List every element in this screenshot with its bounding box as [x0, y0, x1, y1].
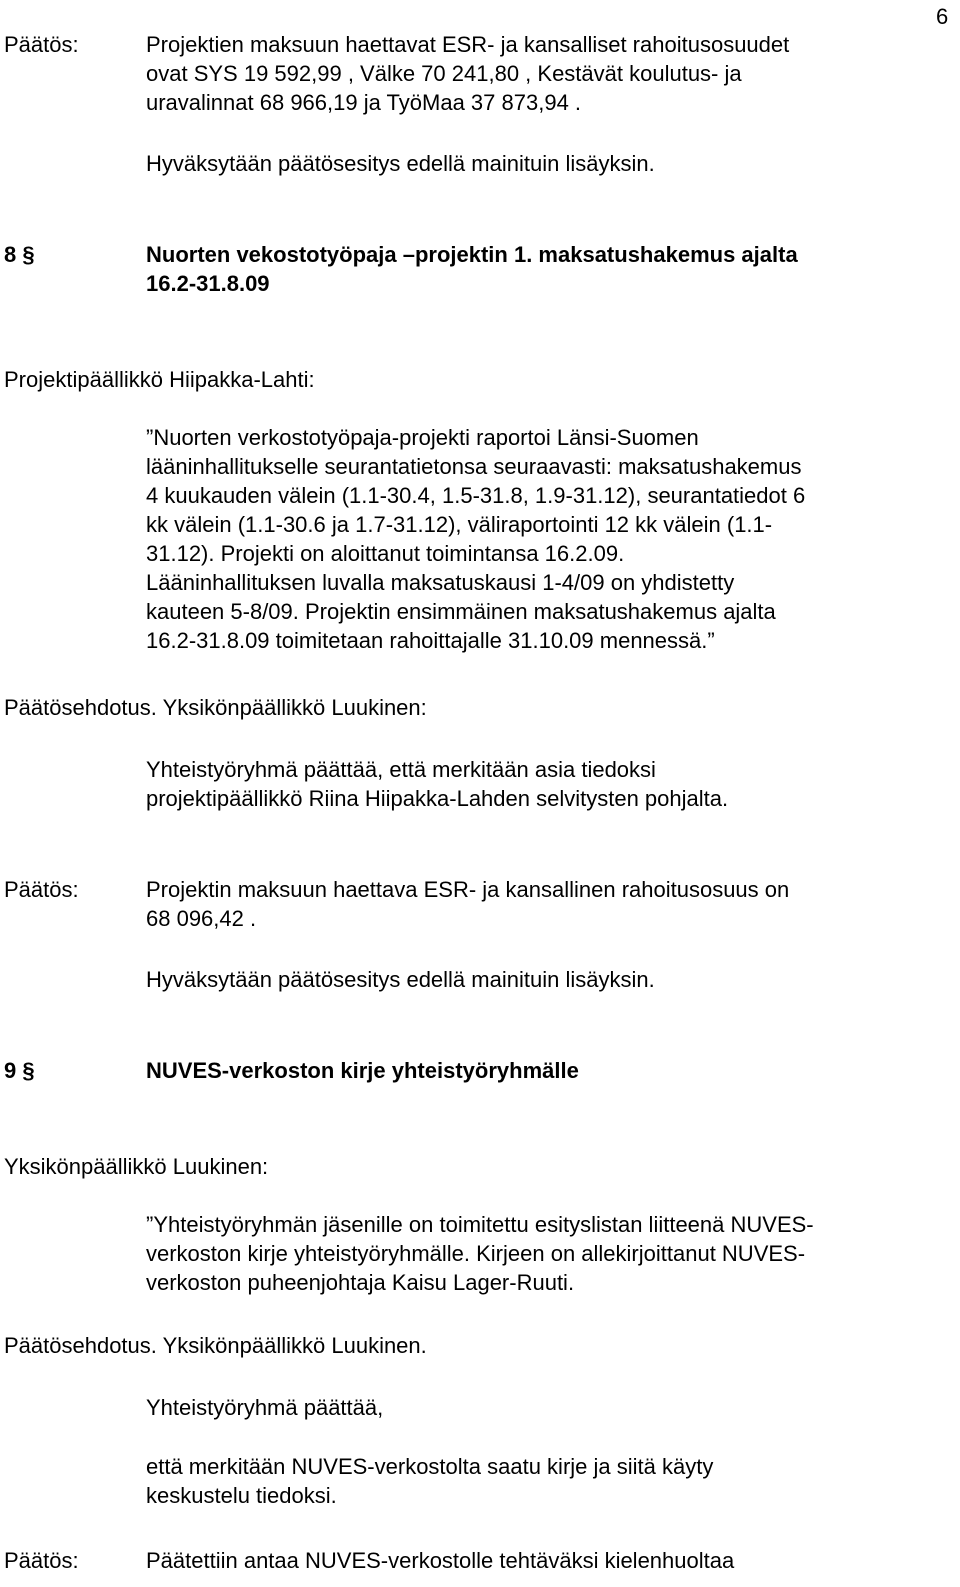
page-number: 6 — [936, 4, 949, 29]
decision-line: Projektin maksuun haettava ESR- ja kansallinen rahoitusosuus on — [146, 877, 790, 902]
quote-line: Lääninhallituksen luvalla maksatuskausi 1-4/09 on yhdistetty — [146, 570, 735, 595]
section-sign-icon: § — [22, 242, 35, 267]
quote-line: 16.2-31.8.09 toimitetaan rahoittajalle 31.10.09 mennessä.” — [146, 628, 715, 653]
decision-line: ovat SYS 19 592,99 , Välke 70 241,80 , Kestävät koulutus- ja — [146, 61, 742, 86]
proposal-line: että merkitään NUVES-verkostolta saatu kirje ja siitä käyty — [146, 1454, 714, 1479]
section-title: Nuorten vekostotyöpaja –projektin 1. maksatushakemus ajalta — [146, 242, 798, 267]
quote-line: kk välein (1.1-30.6 ja 1.7-31.12), väliraportointi 12 kk välein (1.1- — [146, 512, 773, 537]
quote-line: verkoston puheenjohtaja Kaisu Lager-Ruuti. — [146, 1270, 575, 1295]
section-number — [4, 1056, 35, 1085]
proposal-line: Yhteistyöryhmä päättää, — [146, 1395, 384, 1420]
decision-line: 68 096,42 . — [146, 906, 257, 931]
proposal-line: Yhteistyöryhmä päättää, että merkitään asia tiedoksi — [146, 757, 656, 782]
section-number — [4, 240, 35, 269]
decision-label: Päätös: — [4, 32, 79, 57]
decision-line: Päätettiin antaa NUVES-verkostolle tehtäväksi kielenhuoltaa — [146, 1548, 735, 1573]
proposal-line: projektipäällikkö Riina Hiipakka-Lahden selvitysten pohjalta. — [146, 786, 729, 811]
section-title: NUVES-verkoston kirje yhteistyöryhmälle — [146, 1058, 579, 1083]
speaker-label: Projektipäällikkö Hiipakka-Lahti: — [4, 367, 315, 392]
section-number-value: 8 — [4, 242, 17, 267]
decision-line: uravalinnat 68 966,19 ja TyöMaa 37 873,94 . — [146, 90, 582, 115]
quote-line: ”Yhteistyöryhmän jäsenille on toimitettu esityslistan liitteenä NUVES- — [146, 1212, 814, 1237]
quote-line: 4 kuukauden välein (1.1-30.4, 1.5-31.8, 1.9-31.12), seurantatiedot 6 — [146, 483, 806, 508]
section-sign-icon: § — [22, 1058, 35, 1083]
proposal-line: keskustelu tiedoksi. — [146, 1483, 337, 1508]
quote-line: verkoston kirje yhteistyöryhmälle. Kirjeen on allekirjoittanut NUVES- — [146, 1241, 806, 1266]
approval-text: Hyväksytään päätösesitys edellä mainituin lisäyksin. — [146, 967, 655, 992]
approval-text: Hyväksytään päätösesitys edellä mainituin lisäyksin. — [146, 151, 655, 176]
quote-line: kauteen 5-8/09. Projektin ensimmäinen maksatushakemus ajalta — [146, 599, 776, 624]
section-title: 16.2-31.8.09 — [146, 271, 270, 296]
proposal-label: Päätösehdotus. Yksikönpäällikkö Luukinen: — [4, 695, 427, 720]
decision-label: Päätös: — [4, 1548, 79, 1573]
quote-line: ”Nuorten verkostotyöpaja-projekti raportoi Länsi-Suomen — [146, 425, 699, 450]
section-number-value: 9 — [4, 1058, 17, 1083]
proposal-label: Päätösehdotus. Yksikönpäällikkö Luukinen. — [4, 1333, 427, 1358]
decision-label: Päätös: — [4, 877, 79, 902]
quote-line: 31.12). Projekti on aloittanut toimintansa 16.2.09. — [146, 541, 625, 566]
decision-line: Projektien maksuun haettavat ESR- ja kansalliset rahoitusosuudet — [146, 32, 790, 57]
speaker-label: Yksikönpäällikkö Luukinen: — [4, 1154, 269, 1179]
quote-line: lääninhallitukselle seurantatietonsa seuraavasti: maksatushakemus — [146, 454, 802, 479]
